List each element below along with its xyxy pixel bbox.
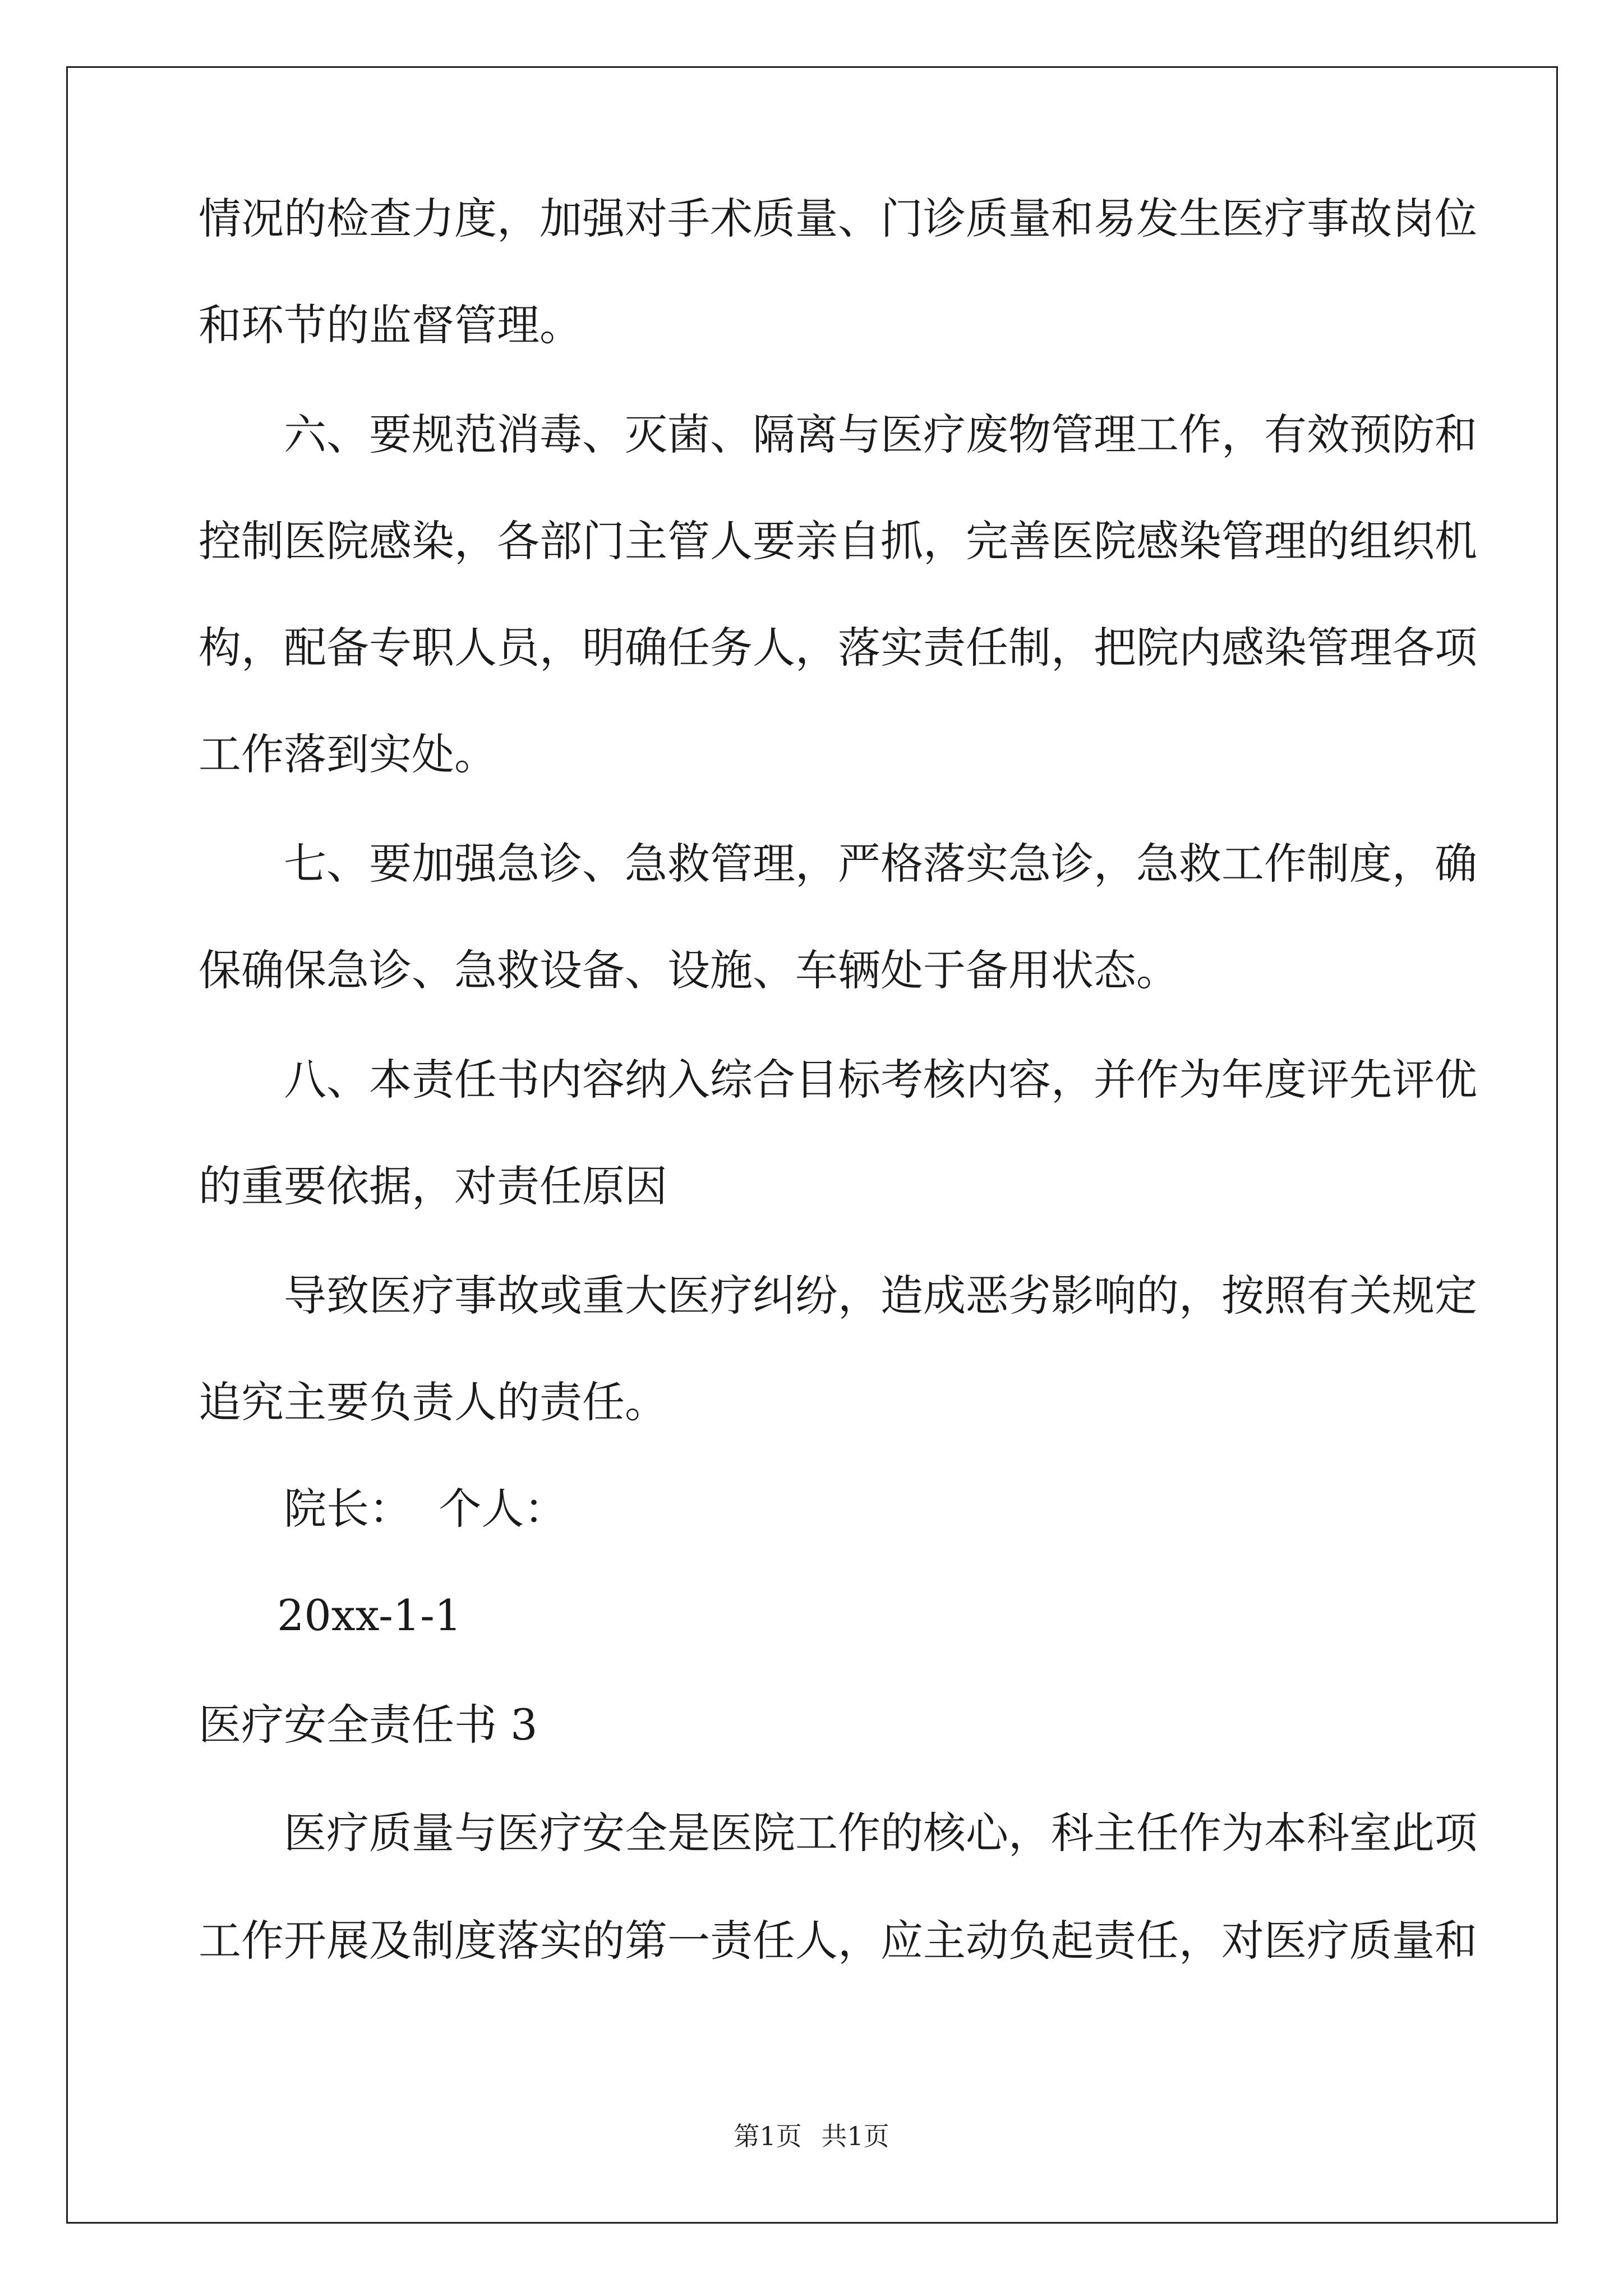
page-total: 共1页 bbox=[821, 2121, 889, 2151]
paragraph-line: 医疗质量与医疗安全是医院工作的核心，科主任作为本科室此项 bbox=[284, 1808, 1477, 1858]
paragraph-eight-line: 八、本责任书内容纳入综合目标考核内容，并作为年度评先评优 bbox=[284, 1055, 1477, 1105]
paragraph-seven-line: 七、要加强急诊、急救管理，严格落实急诊，急救工作制度，确 bbox=[284, 839, 1477, 889]
text-line: 工作开展及制度落实的第一责任人，应主动负起责任，对医疗质量和 bbox=[199, 1916, 1477, 1966]
paragraph-line: 导致医疗事故或重大医疗纠纷，造成恶劣影响的，按照有关规定 bbox=[284, 1271, 1477, 1320]
text-line: 工作落到实处。 bbox=[199, 729, 497, 779]
paragraph-six-line: 六、要规范消毒、灭菌、隔离与医疗废物管理工作，有效预防和 bbox=[284, 409, 1477, 459]
page-footer bbox=[0, 2120, 1623, 2152]
text-line: 控制医院感染，各部门主管人要亲自抓，完善医院感染管理的组织机 bbox=[199, 516, 1477, 566]
text-line: 的重要依据，对责任原因 bbox=[199, 1161, 667, 1211]
text-line: 情况的检查力度，加强对手术质量、门诊质量和易发生医疗事故岗位 bbox=[199, 194, 1477, 243]
text-line: 保确保急诊、急救设备、设施、车辆处于备用状态。 bbox=[199, 945, 1179, 995]
page-number: 第1页 bbox=[734, 2121, 802, 2151]
text-line: 追究主要负责人的责任。 bbox=[199, 1377, 667, 1427]
text-line: 和环节的监督管理。 bbox=[199, 300, 582, 350]
section-title: 医疗安全责任书 3 bbox=[199, 1700, 538, 1750]
page-border bbox=[66, 66, 1558, 2224]
date-line: 20xx-1-1 bbox=[277, 1590, 462, 1640]
signature-line: 院长： 个人： bbox=[284, 1484, 567, 1534]
text-line: 构，配备专职人员，明确任务人，落实责任制，把院内感染管理各项 bbox=[199, 623, 1477, 673]
